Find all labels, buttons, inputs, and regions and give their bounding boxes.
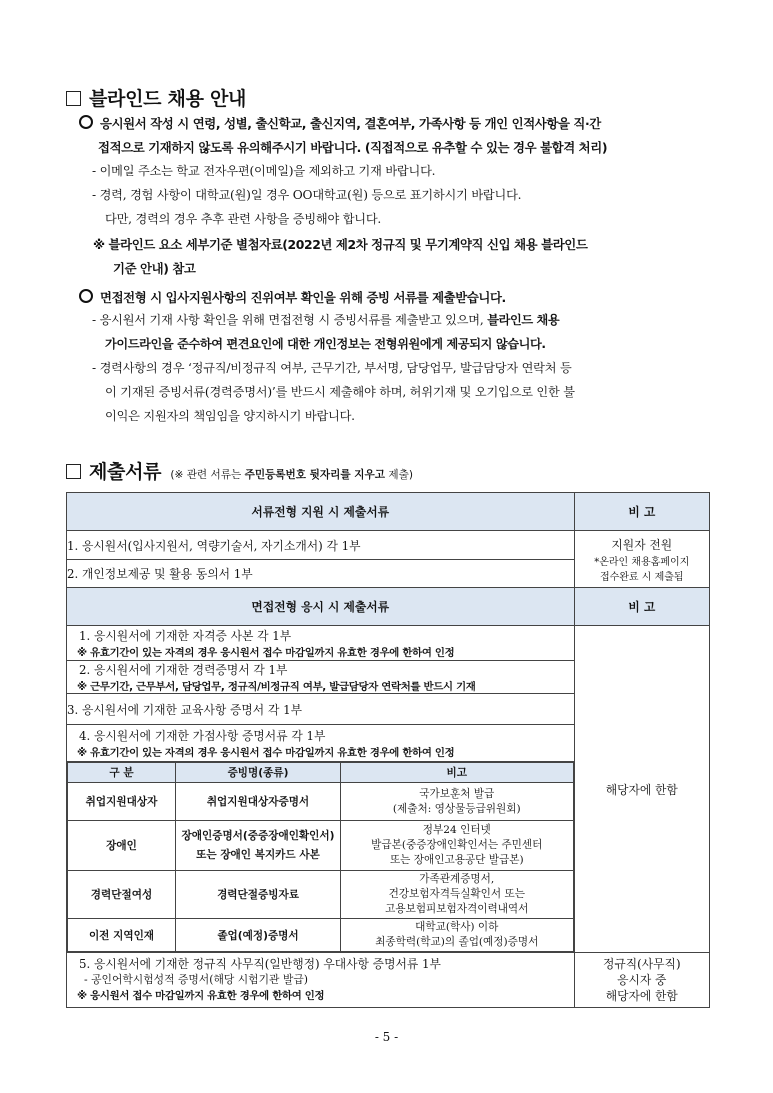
item-5: 5. 응시원서에 기재한 정규직 사무직(일반행정) 우대사항 증명서류 1부 (79, 957, 441, 971)
note-line: *온라인 채용홈페이지 (594, 556, 690, 568)
bullet-1-line2: 접적으로 기재하지 않도록 유의해주시기 바랍니다. (직접적으로 유추할 수 있는 경우 불합격 처리) (98, 140, 608, 155)
inner-cell (341, 783, 574, 821)
item-1: 1. 응시원서에 기재한 자격증 사본 각 1부 (79, 629, 292, 643)
note-b: 주민등록번호 뒷자리를 지우고 (244, 469, 386, 481)
item-2: 2. 응시원서에 기재한 경력증명서 각 1부 (79, 663, 288, 677)
section2-note (170, 469, 413, 481)
detail-verify-c: 가이드라인을 준수하여 편견요인에 대한 개인정보는 전형위원에게 제공되지 않습니다. (105, 337, 546, 351)
inner-cell: 졸업(예정)증명서 (176, 919, 341, 952)
inner-header-category: 구 분 (68, 763, 176, 783)
table-row: 1. 응시원서(입사지원서, 역량기술서, 자기소개서) 각 1부 (67, 531, 575, 560)
note-regular-office (574, 953, 709, 1008)
table-row (67, 626, 575, 661)
inner-line: 가족관계증명서, (419, 873, 495, 885)
inner-line: 발급본(중증장애인확인서는 주민센터 (371, 839, 543, 851)
inner-cell: 취업지원대상자증명서 (176, 783, 341, 821)
inner-line: 대학교(학사) 이하 (415, 921, 499, 933)
inner-cell: 장애인 (68, 821, 176, 871)
inner-header-note: 비고 (341, 763, 574, 783)
inner-line: (제출처: 영상물등급위원회) (392, 802, 521, 815)
inner-header-proof: 증빙명(종류) (176, 763, 341, 783)
section-title-docs (66, 457, 413, 484)
table-row: 3. 응시원서에 기재한 교육사항 증명서 각 1부 (67, 694, 575, 725)
note-line: 해당자에 한함 (605, 989, 678, 1003)
bullet-1 (79, 112, 601, 136)
note-c: 제출) (385, 469, 413, 481)
section2-title-text: 제출서류 (89, 461, 162, 483)
proof-types-table (67, 762, 574, 952)
note-applicable: 해당자에 한함 (574, 626, 709, 953)
note-line: 접수완료 시 제출됨 (599, 571, 684, 583)
blind-criteria-note: ※ 블라인드 요소 세부기준 별첨자료(2022년 제2차 정규직 및 무기계약직 신입 채용 블라인드 (93, 237, 588, 252)
bullet-1-line1: 응시원서 작성 시 연령, 성별, 출신학교, 출신지역, 결혼여부, 가족사항 등 개인 인적사항을 직·간 (100, 116, 601, 131)
table-header-note: 비 고 (574, 493, 709, 531)
inner-line: 최종학력(학교)의 졸업(예정)증명서 (375, 936, 539, 948)
table-row: 2. 개인정보제공 및 활용 동의서 1부 (67, 560, 575, 588)
inner-cell: 이전 지역인재 (68, 919, 176, 952)
inner-cell (176, 821, 341, 871)
section-title-blind (66, 84, 246, 111)
detail-career-2: 다만, 경력의 경우 추후 관련 사항을 증빙해야 합니다. (105, 212, 382, 226)
inner-cell (341, 871, 574, 919)
table-header-docs: 서류전형 지원 시 제출서류 (67, 493, 575, 531)
circle-bullet-icon (79, 289, 93, 303)
inner-line: 또는 장애인 복지카드 사본 (196, 848, 320, 861)
inner-cell (341, 919, 574, 952)
item-5-note: ※ 응시원서 접수 마감일까지 유효한 경우에 한하여 인정 (77, 990, 325, 1002)
inner-cell: 경력단절증빙자료 (176, 871, 341, 919)
detail-proof-3: 이익은 지원자의 책임임을 양지하시기 바랍니다. (105, 409, 355, 423)
detail-verify-a: - 응시원서 기재 사항 확인을 위해 면접전형 시 증빙서류를 제출받고 있으며, (92, 313, 488, 327)
note-line: 응시자 중 (617, 973, 667, 987)
inner-cell (341, 821, 574, 871)
note-line: 지원자 전원 (611, 537, 673, 552)
detail-verify-b: 블라인드 채용 (487, 313, 560, 327)
inner-table-cell (67, 762, 575, 953)
detail-proof-1: - 경력사항의 경우 ‘정규직/비정규직 여부, 근무기간, 부서명, 담당업무, 발급담당자 연락처 등 (92, 361, 572, 375)
detail-verify (92, 309, 559, 332)
item-1-note: ※ 유효기간이 있는 자격의 경우 응시원서 접수 마감일까지 유효한 경우에 한하여 인정 (77, 647, 455, 659)
detail-proof-2: 이 기재된 증빙서류(경력증명서)’를 반드시 제출해야 하며, 허위기재 및 오기입으로 인한 불 (105, 385, 575, 399)
detail-email: - 이메일 주소는 학교 전자우편(이메일)을 제외하고 기재 바랍니다. (92, 164, 436, 178)
page-number: - 5 - (374, 1030, 399, 1044)
note-a: (※ 관련 서류는 (170, 469, 245, 481)
detail-career: - 경력, 경험 사항이 대학교(원)일 경우 OO대학교(원) 등으로 표기하시기 바랍니다. (92, 188, 522, 202)
item-5-sub: - 공인어학시험성적 증명서(해당 시험기관 발급) (84, 973, 308, 986)
table-header-note-2: 비 고 (574, 588, 709, 626)
inner-cell: 취업지원대상자 (68, 783, 176, 821)
note-all-applicants (574, 531, 709, 588)
item-4: 4. 응시원서에 기재한 가점사항 증명서류 각 1부 (79, 729, 326, 743)
inner-line: 장애인증명서(중증장애인확인서) (181, 829, 335, 842)
checkbox-square-icon (66, 91, 81, 106)
submission-table (66, 492, 710, 1008)
circle-bullet-icon (79, 115, 93, 129)
bullet-2-text: 면접전형 시 입사지원사항의 진위여부 확인을 위해 증빙 서류를 제출받습니다. (100, 290, 506, 305)
inner-line: 또는 장애인고용공단 발급본) (389, 854, 524, 866)
inner-line: 고용보험피보험자격이력내역서 (385, 903, 529, 915)
detail-verify-2 (105, 333, 546, 356)
item-4-note: ※ 유효기간이 있는 자격의 경우 응시원서 접수 마감일까지 유효한 경우에 한하여 인정 (77, 747, 455, 759)
inner-line: 국가보훈처 발급 (419, 787, 495, 800)
bullet-2 (79, 286, 506, 310)
section-title-text: 블라인드 채용 안내 (89, 88, 247, 110)
table-row (67, 953, 575, 1008)
table-row (67, 725, 575, 762)
inner-cell: 경력단절여성 (68, 871, 176, 919)
table-header-interview: 면접전형 응시 시 제출서류 (67, 588, 575, 626)
note-line: 정규직(사무직) (602, 957, 681, 971)
inner-line: 정부24 인터넷 (422, 824, 491, 836)
blind-criteria-note-2: 기준 안내) 참고 (113, 261, 196, 276)
item-2-note: ※ 근무기간, 근무부서, 담당업무, 정규직/비정규직 여부, 발급담당자 연락처를 반드시 기재 (77, 681, 476, 693)
checkbox-square-icon (66, 464, 81, 479)
inner-line: 건강보험자격득실확인서 또는 (388, 888, 525, 900)
table-row (67, 661, 575, 694)
